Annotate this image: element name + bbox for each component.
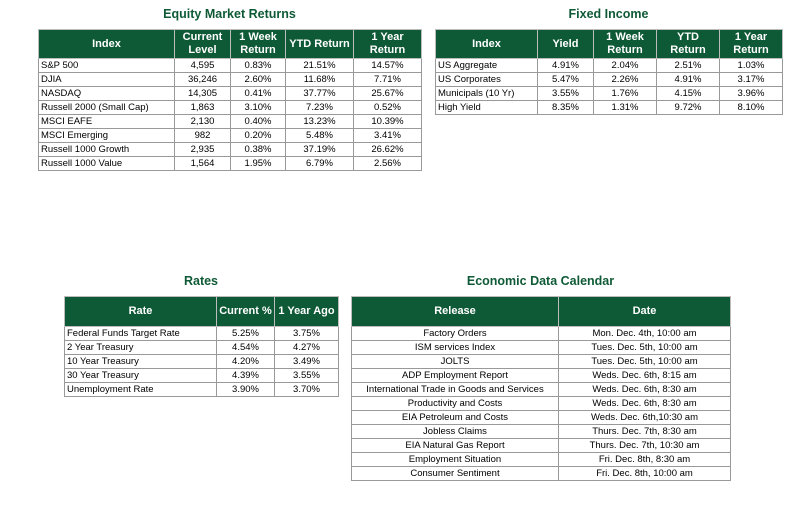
equity-cell: 6.79% <box>286 157 354 171</box>
rates-header-0: Rate <box>65 297 217 327</box>
fixed-income-cell: 2.04% <box>594 59 657 73</box>
equity-cell: 2.56% <box>354 157 422 171</box>
rates-row <box>65 327 339 341</box>
equity-cell: 14,305 <box>175 87 231 101</box>
rates-cell: 10 Year Treasury <box>65 355 217 369</box>
calendar-cell: Jobless Claims <box>352 425 559 439</box>
fixed-income-header-4: 1 Year Return <box>720 30 783 59</box>
calendar-cell: International Trade in Goods and Services <box>352 383 559 397</box>
equity-cell: 0.40% <box>231 115 286 129</box>
calendar-cell: Factory Orders <box>352 327 559 341</box>
fixed-income-cell: Municipals (10 Yr) <box>436 87 538 101</box>
equity-row <box>39 59 422 73</box>
fixed-income-cell: 2.26% <box>594 73 657 87</box>
equity-row <box>39 101 422 115</box>
calendar-cell: Employment Situation <box>352 453 559 467</box>
calendar-table <box>351 296 731 481</box>
calendar-header-0: Release <box>352 297 559 327</box>
fixed-income-cell: 8.35% <box>538 101 594 115</box>
equity-cell: 7.23% <box>286 101 354 115</box>
equity-cell: 0.83% <box>231 59 286 73</box>
equity-cell: 982 <box>175 129 231 143</box>
calendar-row <box>352 411 731 425</box>
equity-cell: 0.20% <box>231 129 286 143</box>
equity-header-2: 1 Week Return <box>231 30 286 59</box>
fixed-income-cell: 3.96% <box>720 87 783 101</box>
equity-cell: 13.23% <box>286 115 354 129</box>
calendar-row <box>352 453 731 467</box>
calendar-row <box>352 341 731 355</box>
equity-cell: S&P 500 <box>39 59 175 73</box>
fixed-income-cell: 3.17% <box>720 73 783 87</box>
calendar-cell: Tues. Dec. 5th, 10:00 am <box>559 341 731 355</box>
fixed-income-header-2: 1 Week Return <box>594 30 657 59</box>
equity-table <box>38 29 422 171</box>
calendar-cell: ISM services Index <box>352 341 559 355</box>
equity-cell: 3.10% <box>231 101 286 115</box>
rates-cell: 3.70% <box>275 383 339 397</box>
fixed-income-cell: 4.15% <box>657 87 720 101</box>
equity-row <box>39 129 422 143</box>
calendar-header-1: Date <box>559 297 731 327</box>
calendar-cell: Mon. Dec. 4th, 10:00 am <box>559 327 731 341</box>
calendar-row <box>352 369 731 383</box>
equity-cell: 2.60% <box>231 73 286 87</box>
rates-cell: 3.75% <box>275 327 339 341</box>
rates-row <box>65 341 339 355</box>
equity-cell: Russell 1000 Value <box>39 157 175 171</box>
calendar-cell: Tues. Dec. 5th, 10:00 am <box>559 355 731 369</box>
calendar-row <box>352 355 731 369</box>
equity-cell: 37.77% <box>286 87 354 101</box>
rates-header-1: Current % <box>217 297 275 327</box>
equity-cell: 0.41% <box>231 87 286 101</box>
calendar-cell: Thurs. Dec. 7th, 8:30 am <box>559 425 731 439</box>
fixed-income-header-0: Index <box>436 30 538 59</box>
equity-cell: 5.48% <box>286 129 354 143</box>
rates-cell: 4.27% <box>275 341 339 355</box>
rates-cell: 3.55% <box>275 369 339 383</box>
rates-row <box>65 355 339 369</box>
calendar-cell: Thurs. Dec. 7th, 10:30 am <box>559 439 731 453</box>
calendar-cell: Fri. Dec. 8th, 10:00 am <box>559 467 731 481</box>
fixed-income-row <box>436 101 783 115</box>
equity-row <box>39 73 422 87</box>
equity-cell: Russell 1000 Growth <box>39 143 175 157</box>
fixed-income-cell: 2.51% <box>657 59 720 73</box>
calendar-row <box>352 327 731 341</box>
equity-cell: 14.57% <box>354 59 422 73</box>
calendar-cell: EIA Natural Gas Report <box>352 439 559 453</box>
equity-cell: 3.41% <box>354 129 422 143</box>
equity-cell: MSCI Emerging <box>39 129 175 143</box>
equity-cell: 2,130 <box>175 115 231 129</box>
rates-cell: 3.49% <box>275 355 339 369</box>
calendar-cell: ADP Employment Report <box>352 369 559 383</box>
rates-header-2: 1 Year Ago <box>275 297 339 327</box>
calendar-cell: Weds. Dec. 6th,10:30 am <box>559 411 731 425</box>
equity-row <box>39 143 422 157</box>
calendar-cell: Productivity and Costs <box>352 397 559 411</box>
equity-cell: 37.19% <box>286 143 354 157</box>
fixed-income-cell: 9.72% <box>657 101 720 115</box>
fixed-income-row <box>436 87 783 101</box>
equity-cell: Russell 2000 (Small Cap) <box>39 101 175 115</box>
equity-cell: 11.68% <box>286 73 354 87</box>
fixed-income-row <box>436 73 783 87</box>
equity-cell: 2,935 <box>175 143 231 157</box>
fixed-income-cell: 1.76% <box>594 87 657 101</box>
fixed-income-cell: US Corporates <box>436 73 538 87</box>
equity-cell: 36,246 <box>175 73 231 87</box>
calendar-cell: EIA Petroleum and Costs <box>352 411 559 425</box>
equity-cell: NASDAQ <box>39 87 175 101</box>
equity-header-1: Current Level <box>175 30 231 59</box>
rates-cell: Unemployment Rate <box>65 383 217 397</box>
fixed-income-cell: 8.10% <box>720 101 783 115</box>
rates-cell: 4.20% <box>217 355 275 369</box>
equity-cell: 1.95% <box>231 157 286 171</box>
equity-cell: DJIA <box>39 73 175 87</box>
calendar-title: Economic Data Calendar <box>466 274 615 288</box>
equity-cell: 25.67% <box>354 87 422 101</box>
calendar-cell: Weds. Dec. 6th, 8:30 am <box>559 397 731 411</box>
rates-table <box>64 296 339 397</box>
equity-cell: 4,595 <box>175 59 231 73</box>
rates-cell: Federal Funds Target Rate <box>65 327 217 341</box>
calendar-row <box>352 439 731 453</box>
fixed-income-cell: US Aggregate <box>436 59 538 73</box>
rates-row <box>65 383 339 397</box>
fixed-income-header-1: Yield <box>538 30 594 59</box>
equity-cell: 7.71% <box>354 73 422 87</box>
equity-header-0: Index <box>39 30 175 59</box>
equity-cell: 1,863 <box>175 101 231 115</box>
rates-cell: 3.90% <box>217 383 275 397</box>
fixed-income-cell: 4.91% <box>657 73 720 87</box>
equity-title: Equity Market Returns <box>163 7 296 21</box>
rates-cell: 30 Year Treasury <box>65 369 217 383</box>
calendar-cell: Weds. Dec. 6th, 8:30 am <box>559 383 731 397</box>
calendar-row <box>352 425 731 439</box>
fixed-income-cell: 4.91% <box>538 59 594 73</box>
equity-header-4: 1 Year Return <box>354 30 422 59</box>
fixed-income-table <box>435 29 783 115</box>
rates-cell: 2 Year Treasury <box>65 341 217 355</box>
rates-cell: 4.54% <box>217 341 275 355</box>
calendar-row <box>352 383 731 397</box>
equity-cell: 10.39% <box>354 115 422 129</box>
equity-cell: MSCI EAFE <box>39 115 175 129</box>
equity-row <box>39 87 422 101</box>
equity-cell: 26.62% <box>354 143 422 157</box>
equity-cell: 21.51% <box>286 59 354 73</box>
calendar-cell: JOLTS <box>352 355 559 369</box>
equity-cell: 0.52% <box>354 101 422 115</box>
calendar-cell: Fri. Dec. 8th, 8:30 am <box>559 453 731 467</box>
fixed-income-cell: 3.55% <box>538 87 594 101</box>
rates-cell: 5.25% <box>217 327 275 341</box>
equity-cell: 0.38% <box>231 143 286 157</box>
fixed-income-row <box>436 59 783 73</box>
calendar-row <box>352 467 731 481</box>
equity-cell: 1,564 <box>175 157 231 171</box>
fixed-income-cell: 1.03% <box>720 59 783 73</box>
rates-row <box>65 369 339 383</box>
rates-title: Rates <box>183 274 219 288</box>
equity-row <box>39 157 422 171</box>
equity-header-3: YTD Return <box>286 30 354 59</box>
calendar-cell: Weds. Dec. 6th, 8:15 am <box>559 369 731 383</box>
rates-cell: 4.39% <box>217 369 275 383</box>
fixed-income-cell: High Yield <box>436 101 538 115</box>
fixed-income-title: Fixed Income <box>568 7 649 21</box>
calendar-row <box>352 397 731 411</box>
fixed-income-cell: 1.31% <box>594 101 657 115</box>
equity-row <box>39 115 422 129</box>
fixed-income-cell: 5.47% <box>538 73 594 87</box>
fixed-income-header-3: YTD Return <box>657 30 720 59</box>
calendar-cell: Consumer Sentiment <box>352 467 559 481</box>
